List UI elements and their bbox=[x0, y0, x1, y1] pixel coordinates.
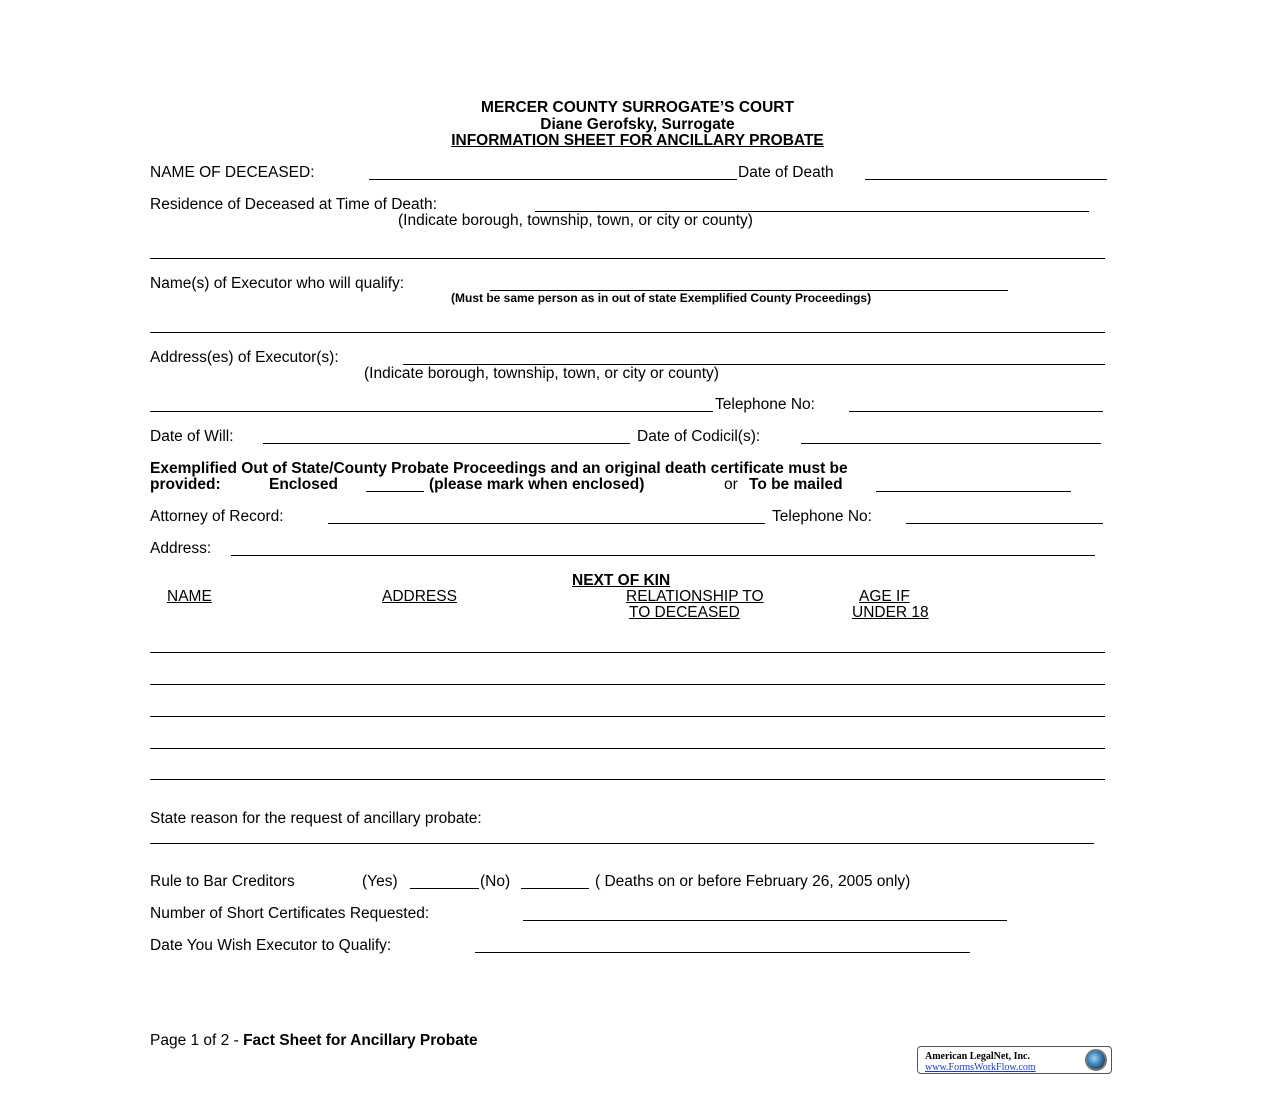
executor-names-field-2[interactable] bbox=[150, 332, 1105, 333]
residence-hint: (Indicate borough, township, town, or city or county) bbox=[398, 212, 753, 229]
kin-row-line[interactable] bbox=[150, 748, 1105, 749]
col-address-header: ADDRESS bbox=[382, 588, 457, 605]
short-certs-field[interactable] bbox=[523, 920, 1007, 921]
date-of-will-field[interactable] bbox=[263, 443, 630, 444]
short-certs-label: Number of Short Certificates Requested: bbox=[150, 905, 430, 922]
qualify-date-field[interactable] bbox=[475, 952, 970, 953]
globe-icon bbox=[1085, 1049, 1107, 1071]
rule-yes-label: (Yes) bbox=[362, 873, 398, 890]
date-of-codicil-label: Date of Codicil(s): bbox=[637, 428, 761, 445]
attorney-label: Attorney of Record: bbox=[150, 508, 284, 525]
to-be-mailed-label: To be mailed bbox=[749, 476, 843, 493]
date-of-death-label: Date of Death bbox=[738, 164, 834, 181]
surrogate-name: Diane Gerofsky, Surrogate bbox=[540, 116, 735, 133]
col-age-header-2: UNDER 18 bbox=[852, 604, 929, 621]
deceased-name-field[interactable] bbox=[369, 179, 737, 180]
qualify-date-label: Date You Wish Executor to Qualify: bbox=[150, 937, 392, 954]
page-footer bbox=[150, 1033, 478, 1049]
logo-company: American LegalNet, Inc. bbox=[925, 1051, 1030, 1062]
logo-url[interactable]: www.FormsWorkFlow.com bbox=[925, 1062, 1036, 1073]
col-relationship-header-2: TO DECEASED bbox=[629, 604, 740, 621]
attorney-field[interactable] bbox=[328, 523, 765, 524]
footer-doc-name: Fact Sheet for Ancillary Probate bbox=[243, 1032, 478, 1049]
executor-address-hint: (Indicate borough, township, town, or city or county) bbox=[364, 365, 719, 382]
executor-telephone-field[interactable] bbox=[849, 411, 1103, 412]
date-of-will-label: Date of Will: bbox=[150, 428, 234, 445]
kin-row-line[interactable] bbox=[150, 716, 1105, 717]
kin-row-line[interactable] bbox=[150, 779, 1105, 780]
reason-field[interactable] bbox=[150, 843, 1094, 844]
executor-note: (Must be same person as in out of state Exemplified County Proceedings) bbox=[451, 291, 872, 305]
page-number: Page 1 of 2 - bbox=[150, 1032, 244, 1049]
reason-label: State reason for the request of ancillary probate: bbox=[150, 810, 482, 827]
col-age-header-1: AGE IF bbox=[859, 588, 910, 605]
rule-note: ( Deaths on or before February 26, 2005 only) bbox=[595, 873, 911, 890]
executor-telephone-label: Telephone No: bbox=[715, 396, 815, 413]
exemplified-note: (please mark when enclosed) bbox=[429, 476, 645, 493]
exemplified-line-1: Exemplified Out of State/County Probate Proceedings and an original death certificate must be bbox=[150, 460, 848, 477]
rule-no-label: (No) bbox=[480, 873, 511, 890]
col-relationship-header-1: RELATIONSHIP TO bbox=[626, 588, 764, 605]
deceased-name-label: NAME OF DECEASED: bbox=[150, 164, 315, 181]
date-of-death-field[interactable] bbox=[865, 179, 1107, 180]
exemplified-provided: provided: bbox=[150, 476, 221, 493]
to-be-mailed-field[interactable] bbox=[876, 491, 1071, 492]
kin-row-line[interactable] bbox=[150, 652, 1105, 653]
publisher-logo[interactable] bbox=[917, 1046, 1112, 1074]
attorney-telephone-field[interactable] bbox=[906, 523, 1103, 524]
attorney-telephone-label: Telephone No: bbox=[772, 508, 872, 525]
enclosed-checkmark-field[interactable] bbox=[366, 491, 424, 492]
form-title: INFORMATION SHEET FOR ANCILLARY PROBATE bbox=[451, 132, 824, 149]
exemplified-or: or bbox=[724, 476, 738, 493]
attorney-address-field[interactable] bbox=[231, 555, 1095, 556]
rule-no-field[interactable] bbox=[521, 888, 589, 889]
exemplified-enclosed-label: Enclosed bbox=[269, 476, 338, 493]
attorney-address-label: Address: bbox=[150, 540, 212, 557]
executor-address-label: Address(es) of Executor(s): bbox=[150, 349, 339, 366]
executor-names-label: Name(s) of Executor who will qualify: bbox=[150, 275, 405, 292]
kin-row-line[interactable] bbox=[150, 684, 1105, 685]
date-of-codicil-field[interactable] bbox=[801, 443, 1101, 444]
residence-label: Residence of Deceased at Time of Death: bbox=[150, 196, 437, 213]
rule-yes-field[interactable] bbox=[410, 888, 479, 889]
residence-field-2[interactable] bbox=[150, 258, 1105, 259]
executor-address-field-2[interactable] bbox=[150, 411, 713, 412]
next-of-kin-heading: NEXT OF KIN bbox=[572, 572, 671, 589]
court-name: MERCER COUNTY SURROGATE’S COURT bbox=[481, 99, 794, 116]
col-name-header: NAME bbox=[167, 588, 212, 605]
rule-bar-creditors-label: Rule to Bar Creditors bbox=[150, 873, 295, 890]
